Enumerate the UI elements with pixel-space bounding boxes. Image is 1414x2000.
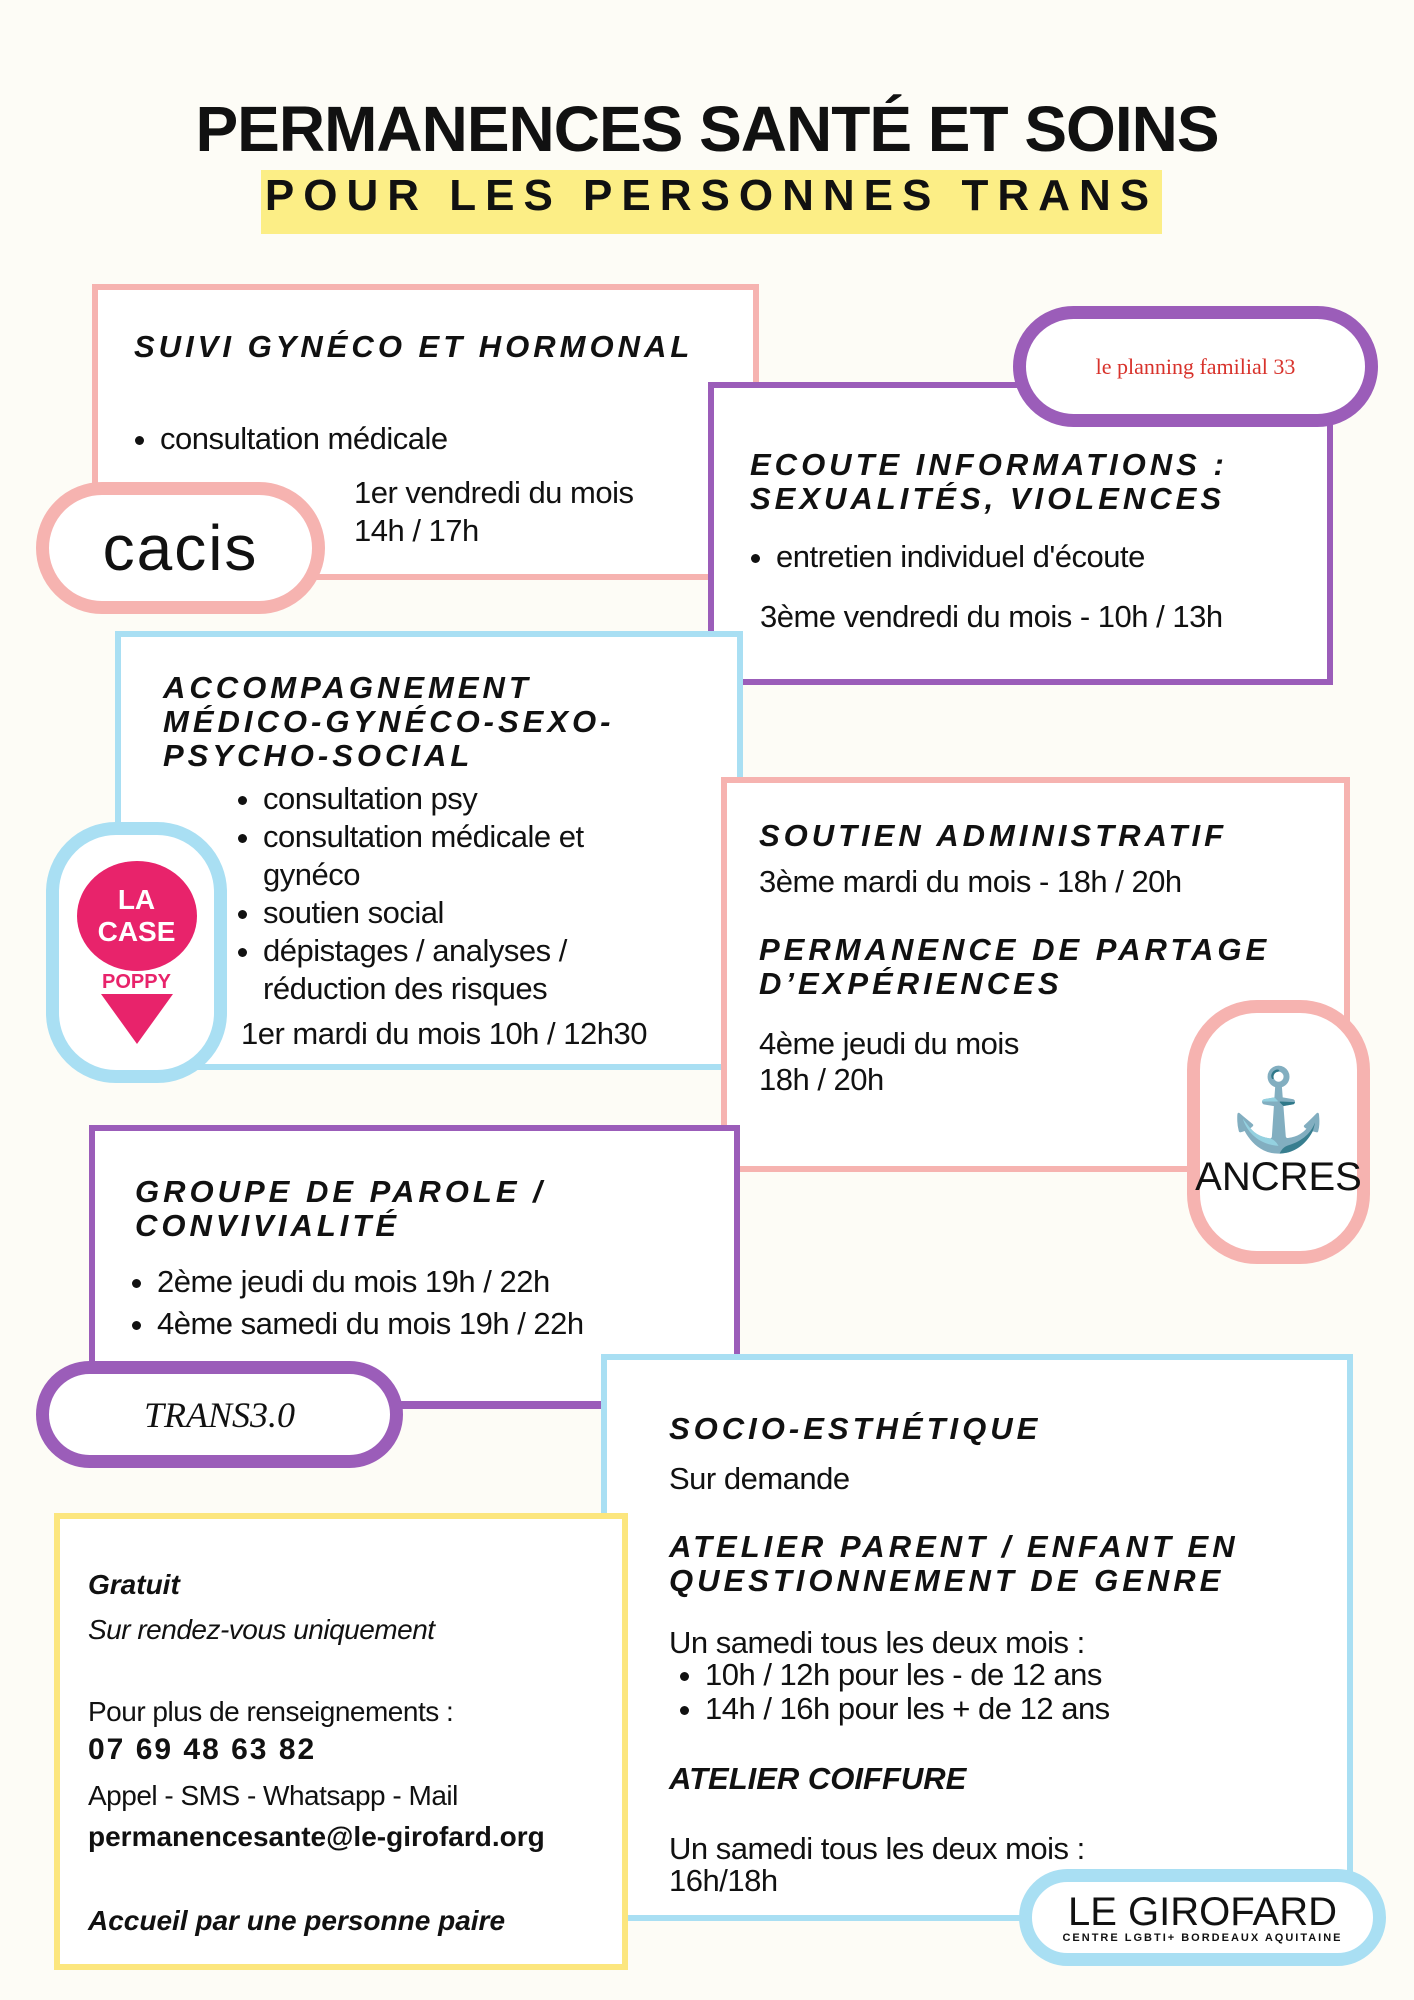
le-girofard-logo-subtitle: CENTRE LGBTI+ BORDEAUX AQUITAINE xyxy=(1062,1931,1343,1944)
schedule-3: Un samedi tous les deux mois : xyxy=(669,1831,1085,1866)
card-socio-esthetique xyxy=(601,1354,1353,1921)
info-box xyxy=(54,1513,628,1970)
appointment-label: Sur rendez-vous uniquement xyxy=(88,1614,435,1645)
trans30-logo-text: TRANS3.0 xyxy=(143,1394,295,1435)
la-case-text: LA CASE xyxy=(77,861,197,971)
card-title: SUIVI GYNÉCO ET HORMONAL xyxy=(134,329,694,364)
cacis-logo-text: cacis xyxy=(102,512,259,584)
list-item: • 10h / 12h pour les - de 12 ans xyxy=(705,1658,1110,1692)
card-title: SOCIO-ESTHÉTIQUE xyxy=(669,1411,1042,1446)
card-ecoute xyxy=(708,382,1333,685)
schedule: 1er mardi du mois 10h / 12h30 xyxy=(241,1016,647,1051)
card-title-2: ATELIER PARENT / ENFANT EN QUESTIONNEMENT DE GENRE xyxy=(669,1529,1239,1598)
card-title-3: ATELIER COIFFURE xyxy=(669,1761,967,1796)
ancres-logo xyxy=(1187,1000,1370,1264)
availability: Sur demande xyxy=(669,1461,850,1496)
contact-channels: Appel - SMS - Whatsapp - Mail xyxy=(88,1780,458,1811)
list-item: • dépistages / analyses / réduction des risques xyxy=(263,932,681,1008)
email-link[interactable]: permanencesante@le-girofard.org xyxy=(88,1821,545,1852)
list-item: • 2ème jeudi du mois 19h / 22h xyxy=(157,1263,584,1301)
list-item: • soutien social xyxy=(263,894,681,932)
schedule-2: 4ème jeudi du mois xyxy=(759,1026,1019,1061)
ancres-text: ANCRES xyxy=(1195,1154,1362,1199)
schedule: 1er vendredi du mois xyxy=(354,475,634,510)
connector-line xyxy=(380,1403,610,1409)
card-title: ACCOMPAGNEMENT MÉDICO-GYNÉCO-SEXO-PSYCHO-SOCIAL xyxy=(163,670,615,773)
list-item: • 4ème samedi du mois 19h / 22h xyxy=(157,1305,584,1343)
schedule-3-time: 16h/18h xyxy=(669,1863,778,1898)
trans30-logo xyxy=(36,1361,403,1468)
page-title: PERMANENCES SANTÉ ET SOINS xyxy=(195,93,1219,165)
schedule: Un samedi tous les deux mois : xyxy=(669,1625,1085,1660)
more-info-label: Pour plus de renseignements : xyxy=(88,1696,454,1727)
poppy-text: POPPY xyxy=(102,971,171,993)
card-title: SOUTIEN ADMINISTRATIF xyxy=(759,818,1228,853)
cacis-logo xyxy=(36,482,325,614)
la-case-poppy-logo xyxy=(46,822,227,1083)
peer-label: Accueil par une personne paire xyxy=(88,1905,506,1936)
planning-familial-logo-text: le planning familial 33 xyxy=(1095,353,1296,379)
map-pin-icon xyxy=(101,994,173,1044)
list-item: • 14h / 16h pour les + de 12 ans xyxy=(705,1692,1110,1726)
schedule-time: 14h / 17h xyxy=(354,513,479,548)
schedule: 3ème mardi du mois - 18h / 20h xyxy=(759,864,1182,899)
list-item: • consultation médicale xyxy=(160,420,448,458)
le-girofard-logo xyxy=(1019,1869,1386,1966)
list-item: • consultation psy xyxy=(263,780,681,818)
phone-number[interactable]: 07 69 48 63 82 xyxy=(88,1733,317,1766)
card-title: GROUPE DE PAROLE / CONVIVIALITÉ xyxy=(135,1174,546,1243)
schedule-2-time: 18h / 20h xyxy=(759,1062,884,1097)
page-subtitle: POUR LES PERSONNES TRANS xyxy=(261,170,1162,234)
list-item: • consultation médicale et gynéco xyxy=(263,818,681,894)
card-title: ECOUTE INFORMATIONS : SEXUALITÉS, VIOLENCES xyxy=(750,447,1228,516)
planning-familial-logo xyxy=(1013,306,1378,427)
le-girofard-logo-text: LE GIROFARD xyxy=(1068,1889,1337,1934)
list-item: • entretien individuel d'écoute xyxy=(776,538,1145,576)
schedule: 3ème vendredi du mois - 10h / 13h xyxy=(760,599,1223,634)
free-label: Gratuit xyxy=(88,1569,180,1600)
anchor-icon: ⚓ xyxy=(1228,1064,1329,1154)
card-title-2: PERMANENCE DE PARTAGE D’EXPÉRIENCES xyxy=(759,932,1271,1001)
